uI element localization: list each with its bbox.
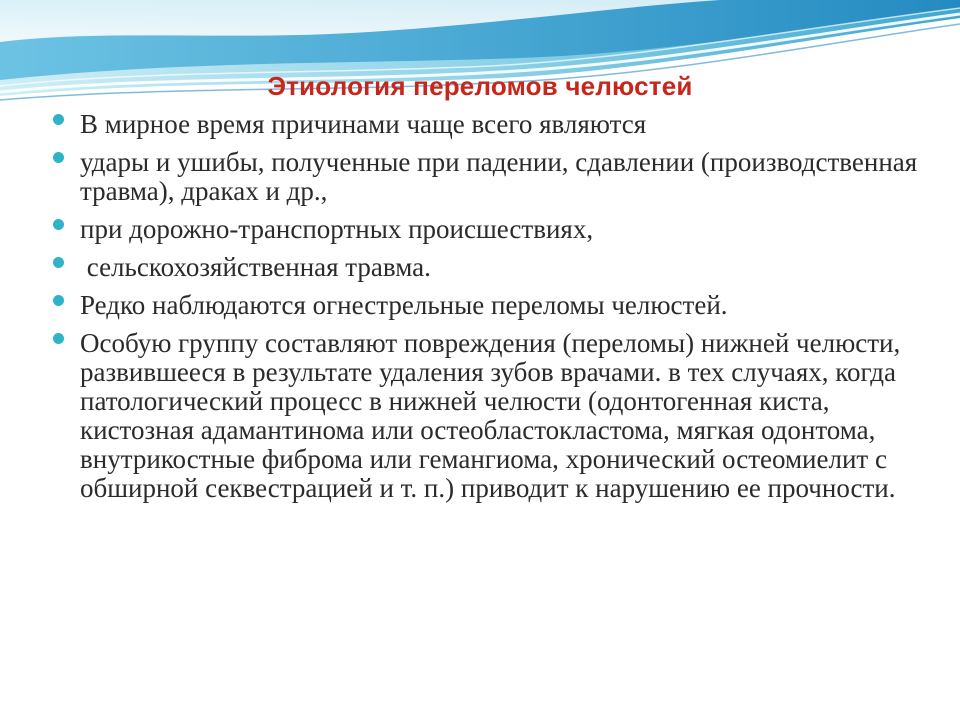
bullet-dot-icon: [53, 152, 64, 163]
bullet-item: [50, 215, 930, 244]
bullet-dot-icon: [53, 257, 64, 268]
bullet-item: [50, 110, 930, 139]
bullet-item: [50, 329, 930, 503]
bullet-dot-icon: [53, 219, 64, 230]
bullet-item: [50, 253, 930, 282]
bullet-dot-icon: [53, 114, 64, 125]
bullet-dot-icon: [53, 333, 64, 344]
bullet-text: удары и ушибы, полученные при падении, сдавлении (производственная травма), драках и др.,: [80, 147, 918, 206]
bullet-list: [50, 110, 930, 512]
slide-title: Этиология переломов челюстей: [267, 71, 693, 101]
bullet-text: Особую группу составляют повреждения (переломы) нижней челюсти, развившееся в результате удаления зубов врачами. в тех случаях, когда патологический процесс в нижней челюсти (одонтогенная киста, кистозная адамантинома или остеобластокластома, мягкая одонтома, внутрикостные фиброма или гемангиома, хронический остеомиелит с обширной секвестрацией и т. п.) приводит к нарушению ее прочности.: [80, 328, 901, 503]
bullet-text: Редко наблюдаются огнестрельные переломы челюстей.: [80, 290, 728, 320]
bullet-text: В мирное время причинами чаще всего являются: [80, 109, 647, 139]
bullet-item: [50, 148, 930, 206]
bullet-item: [50, 291, 930, 320]
bullet-text: при дорожно-транспортных происшествиях,: [80, 214, 594, 244]
bullet-dot-icon: [53, 295, 64, 306]
bullet-text: сельскохозяйственная травма.: [80, 252, 431, 282]
